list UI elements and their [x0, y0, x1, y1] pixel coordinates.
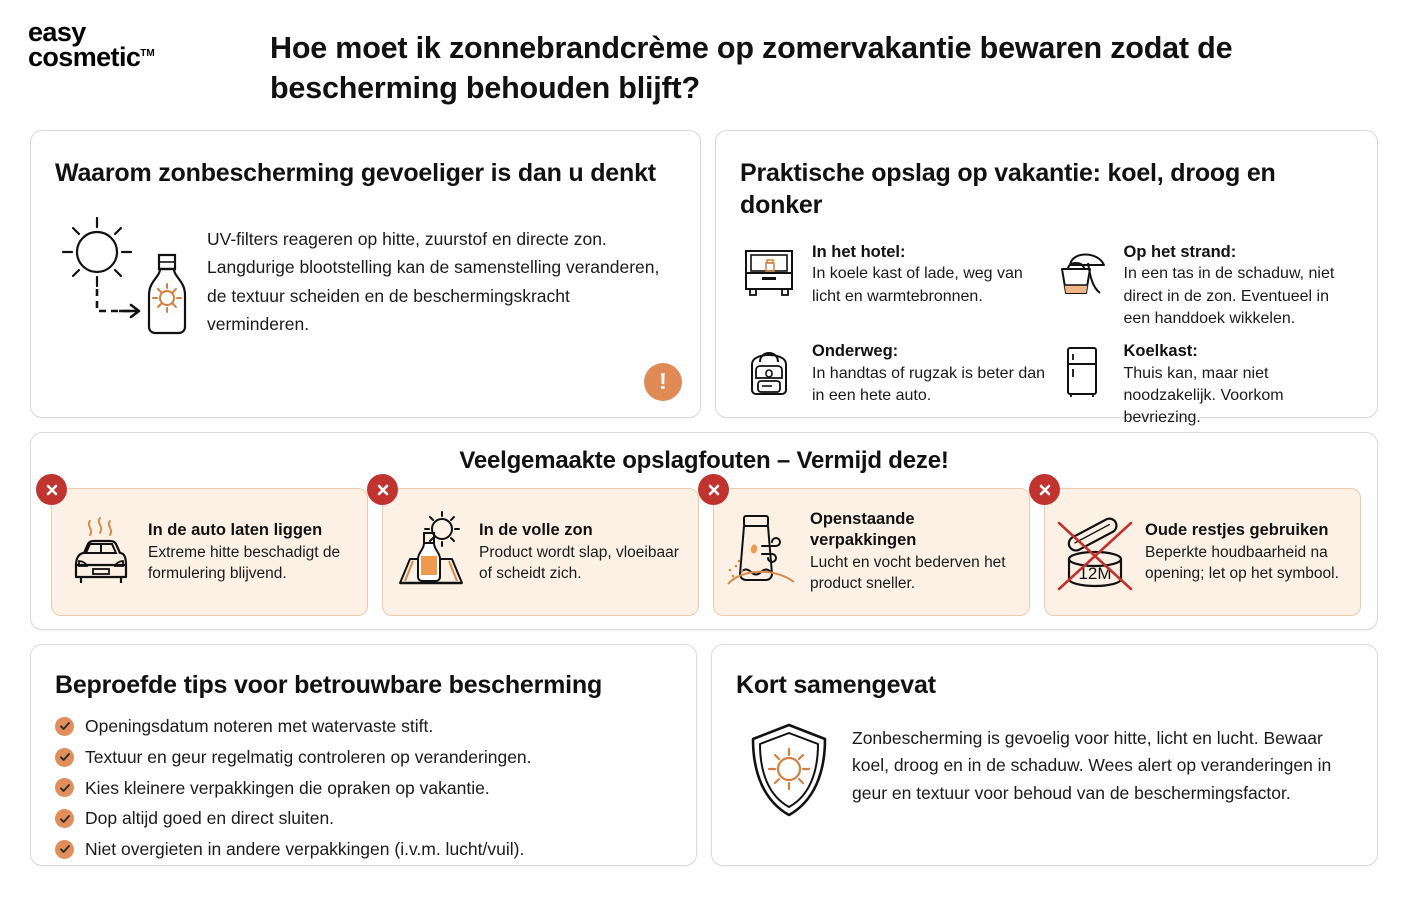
- summary-card-title: Kort samengevat: [736, 671, 936, 699]
- jar-period-label: 12M: [1078, 564, 1112, 583]
- mistake-card-open-packaging: [713, 488, 1030, 616]
- page-header: [0, 0, 1408, 130]
- list-item: [55, 807, 672, 830]
- why-card-body: UV-filters reageren op hitte, zuurstof en directe zon. Langdurige blootstelling kan de samenstelling veranderen, de textuur scheiden en de beschermingskracht verminderen.: [207, 229, 660, 335]
- x-cross-icon: [1029, 474, 1060, 505]
- backpack-icon: [740, 338, 802, 405]
- brand-logo: [0, 12, 270, 70]
- storage-item-head: Koelkast:: [1123, 342, 1198, 361]
- tips-card-title: Beproefde tips voor betrouwbare bescherming: [55, 671, 603, 699]
- list-item: [55, 838, 672, 861]
- mistake-card-hot-car: [51, 488, 368, 616]
- storage-item-onthego: [740, 338, 1046, 429]
- brand-logo-line2: cosmetic: [28, 41, 141, 72]
- mistake-desc: Extreme hitte beschadigt de formulering blijvend.: [148, 543, 341, 582]
- mistake-card-old-leftovers: [1044, 488, 1361, 616]
- list-item: [55, 715, 672, 738]
- storage-item-head: Onderweg:: [812, 342, 899, 361]
- tip-text: Kies kleinere verpakkingen die opraken op vakantie.: [85, 777, 490, 798]
- mistake-head: In de auto laten liggen: [148, 520, 323, 539]
- x-cross-icon: [36, 474, 67, 505]
- mistake-head: In de volle zon: [479, 520, 593, 539]
- expired-jar-12m-icon: [1051, 509, 1139, 595]
- storage-item-fridge: [1052, 338, 1358, 429]
- hot-car-icon: [58, 513, 142, 591]
- storage-item-head: Op het strand:: [1123, 243, 1237, 261]
- bottle-in-sun-icon: [389, 511, 473, 593]
- storage-item-head: In het hotel:: [812, 243, 906, 261]
- x-cross-icon: [698, 474, 729, 505]
- fridge-icon: [1052, 338, 1114, 405]
- top-cards-row: [0, 130, 1408, 427]
- nightstand-icon: [740, 239, 802, 306]
- tip-text: Openingsdatum noteren met watervaste stift.: [85, 716, 434, 736]
- storage-item-desc: Thuis kan, maar niet noodzakelijk. Voorkom bevriezing.: [1123, 364, 1284, 427]
- list-item: [55, 777, 672, 800]
- exclamation-icon: [644, 363, 682, 401]
- tips-list: [55, 715, 672, 861]
- trademark-symbol: TM: [140, 47, 155, 59]
- storage-item-beach: [1052, 239, 1358, 330]
- tip-text: Textuur en geur regelmatig controleren op veranderingen.: [85, 746, 532, 767]
- shield-sun-icon: [736, 721, 832, 826]
- mistake-desc: Lucht en vocht bederven het product sneller.: [810, 554, 1006, 593]
- storage-item-hotel: [740, 239, 1046, 330]
- exclamation-glyph: !: [659, 367, 667, 394]
- brand-logo-line1: easy: [28, 17, 86, 47]
- summary-card: [711, 644, 1378, 866]
- sun-arrow-bottle-icon: [55, 213, 207, 344]
- beach-bag-umbrella-icon: [1052, 239, 1114, 306]
- list-item: [55, 746, 672, 769]
- storage-item-desc: In een tas in de schaduw, niet direct in de zon. Eventueel in een handdoek wikkelen.: [1123, 265, 1335, 328]
- mistake-card-full-sun: [382, 488, 699, 616]
- storage-item-desc: In handtas of rugzak is beter dan in een hete auto.: [812, 364, 1046, 405]
- mistake-head: Oude restjes gebruiken: [1145, 520, 1329, 539]
- check-circle-icon: [55, 717, 74, 736]
- bottom-cards-row: [0, 630, 1408, 866]
- common-mistakes-card: [30, 432, 1378, 630]
- tip-text: Niet overgieten in andere verpakkingen (i.v.m. lucht/vuil).: [85, 839, 525, 859]
- x-cross-icon: [367, 474, 398, 505]
- proven-tips-card: [30, 644, 697, 866]
- mistake-desc: Product wordt slap, vloeibaar of scheidt zich.: [479, 543, 679, 582]
- tip-text: Dop altijd goed en direct sluiten.: [85, 808, 335, 829]
- open-tube-icon: [720, 510, 804, 594]
- mistake-head: Openstaande verpakkingen: [810, 510, 917, 550]
- summary-card-body: Zonbescherming is gevoelig voor hitte, licht en lucht. Bewaar koel, droog en in de schaduw. Wees alert op veranderingen in geur en textuur voor behoud van de beschermingsfactor.: [852, 728, 1332, 803]
- check-circle-icon: [55, 840, 74, 859]
- storage-card-title: Praktische opslag op vakantie: koel, droog en donker: [740, 159, 1276, 219]
- mistakes-card-title: Veelgemaakte opslagfouten – Vermijd deze!: [459, 447, 949, 474]
- why-card-title: Waarom zonbescherming gevoeliger is dan u denkt: [55, 159, 656, 187]
- mistake-desc: Beperkte houdbaarheid na opening; let op het symbool.: [1145, 543, 1339, 582]
- page-title: Hoe moet ik zonnebrandcrème op zomervakantie bewaren zodat de bescherming behouden blijft?: [270, 31, 1233, 106]
- check-circle-icon: [55, 809, 74, 828]
- check-circle-icon: [55, 778, 74, 797]
- storage-item-desc: In koele kast of lade, weg van licht en warmtebronnen.: [812, 265, 1023, 305]
- practical-storage-card: [715, 130, 1378, 427]
- check-circle-icon: [55, 748, 74, 767]
- why-sun-protection-card: [30, 130, 701, 418]
